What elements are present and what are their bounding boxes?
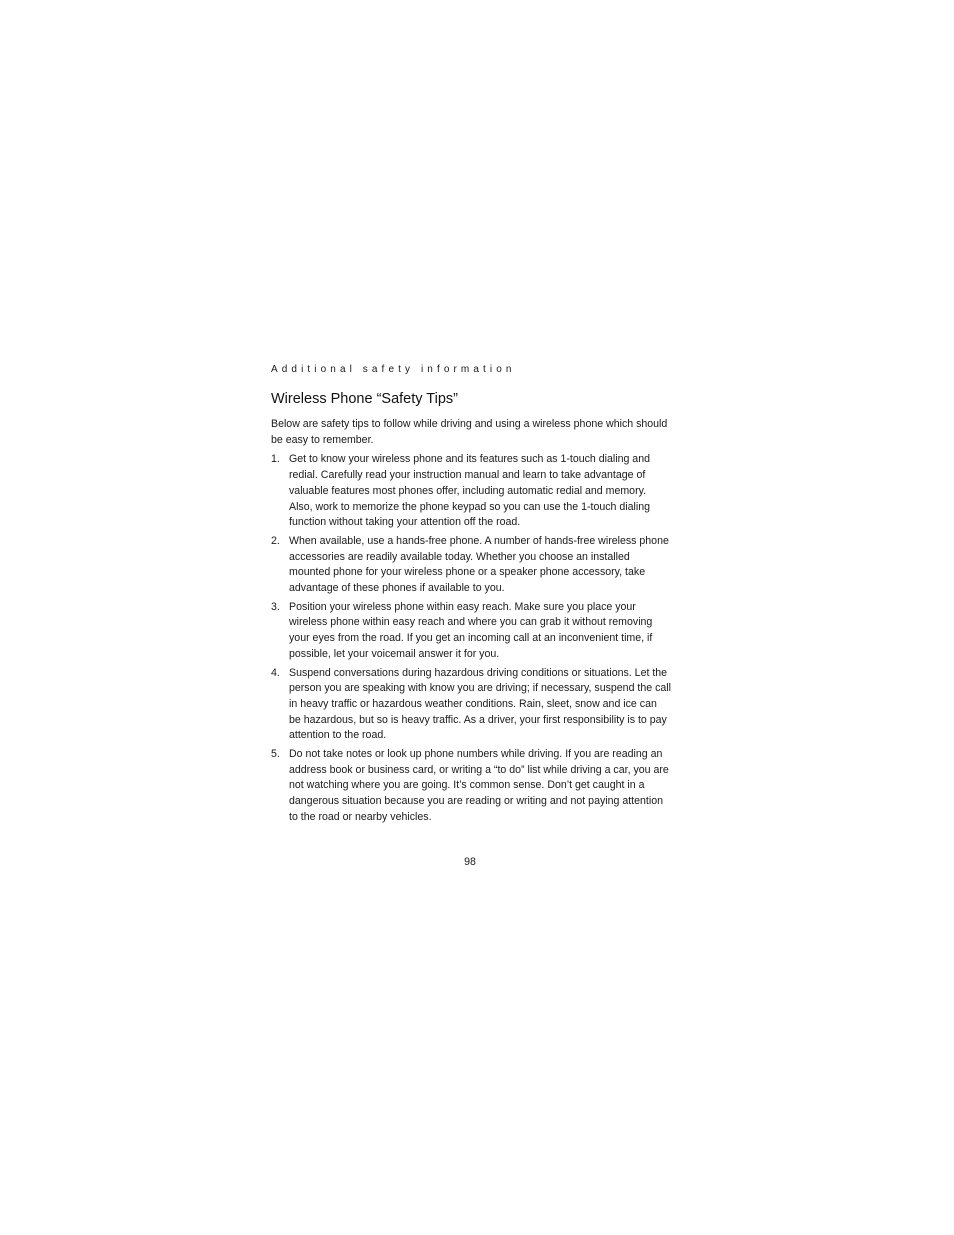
page-number: 98 [464,856,476,868]
section-title: Wireless Phone “Safety Tips” [271,391,458,407]
safety-tips-list [271,452,671,825]
list-item [271,452,671,531]
list-item-text: Position your wireless phone within easy reach. Make sure you place your wireless phone within easy reach and where you can grab it without removing your eyes from the road. If you get an incoming call at an inconvenient time, if possible, let your voicemail answer it for you. [289,600,653,660]
list-item-text: When available, use a hands-free phone. A number of hands-free wireless phone accessories are readily available today. Whether you choose an installed mounted phone for your wireless phone or a speaker phone accessory, take advantage of these phones if available to you. [289,534,669,595]
list-item-text: Suspend conversations during hazardous driving conditions or situations. Let the person you are speaking with know you are driving; if necessary, suspend the call in heavy traffic or hazardous weather conditions. Rain, sleet, snow and ice can be hazardous, but so is heavy traffic. As a driver, your first responsibility is to pay attention to the road. [289,666,671,742]
list-item-number: 1. [271,453,280,466]
list-item [271,534,671,597]
list-item-number: 4. [271,666,280,679]
content-block [271,389,671,829]
list-item-number: 5. [271,748,280,761]
list-item-text: Get to know your wireless phone and its features such as 1-touch dialing and redial. Carefully read your instruction manual and learn to take advantage of valuable features most phones offer, including automatic redial and memory. Also, work to memorize the phone keypad so you can use the 1-touch dialing function without taking your attention off the road. [289,453,650,529]
list-item-number: 2. [271,534,280,547]
running-header: Additional safety information [271,364,516,375]
list-item [271,600,671,663]
list-item [271,666,671,745]
list-item-text: Do not take notes or look up phone numbers while driving. If you are reading an address book or business card, or writing a “to do” list while driving a car, you are not watching where you are going. It’s common sense. Don’t get caught in a dangerous situation because you are reading or writing and not paying attention to the road or nearby vehicles. [289,748,669,823]
list-item-number: 3. [271,600,280,613]
intro-paragraph: Below are safety tips to follow while driving and using a wireless phone which should be easy to remember. [271,418,668,446]
list-item [271,747,671,826]
